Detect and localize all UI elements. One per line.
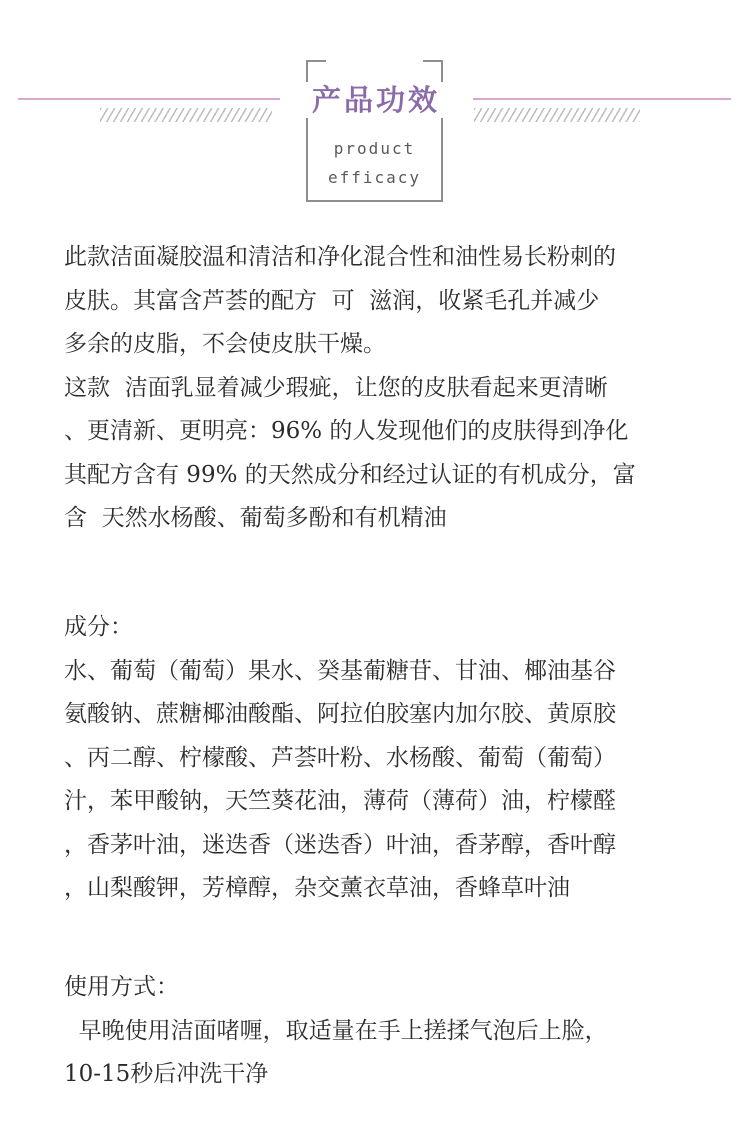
efficacy-line: 皮肤。其富含芦荟的配方 可 滋润，收紧毛孔并减少 xyxy=(64,287,600,314)
efficacy-line: 、更清新、更明亮：96% 的人发现他们的皮肤得到净化 xyxy=(64,418,629,444)
usage-line: 早晚使用洁面啫喱，取适量在手上搓揉气泡后上脸， xyxy=(64,1017,608,1044)
efficacy-line: 此款洁面凝胶温和清洁和净化混合性和油性易长粉刺的 xyxy=(64,244,616,270)
section-title-en-line2: efficacy xyxy=(327,168,422,187)
efficacy-description xyxy=(64,236,714,541)
efficacy-line: 多余的皮脂，不会使皮肤干燥。 xyxy=(64,331,386,357)
ingredients-line: 水、葡萄（葡萄）果水、癸基葡糖苷、甘油、椰油基谷 xyxy=(64,657,616,684)
efficacy-line: 这款 洁面乳显着减少瑕疵，让您的皮肤看起来更清晰 xyxy=(64,374,608,401)
ingredients-section xyxy=(64,606,724,911)
ingredients-line: 、丙二醇、柠檬酸、芦荟叶粉、水杨酸、葡萄（葡萄） xyxy=(64,744,616,771)
header-hatch-left xyxy=(100,108,272,122)
ingredients-line: ，山梨酸钾，芳樟醇，杂交薰衣草油，香蜂草叶油 xyxy=(64,875,570,901)
header-hatch-right xyxy=(474,108,640,122)
section-title-en-line1: product xyxy=(333,139,416,158)
efficacy-line: 其配方含有 99% 的天然成分和经过认证的有机成分，富 xyxy=(64,461,636,488)
ingredients-heading: 成分： xyxy=(64,614,133,640)
usage-line: 10-15秒后冲洗干净 xyxy=(64,1061,269,1087)
ingredients-line: ，香茅叶油，迷迭香（迷迭香）叶油，香茅醇，香叶醇 xyxy=(64,831,616,858)
header-frame-corner-right xyxy=(423,60,443,62)
section-title-cn: 产品功效 xyxy=(282,82,470,118)
header-frame-corner-left xyxy=(306,60,326,62)
header-divider-right xyxy=(473,98,731,100)
usage-section xyxy=(64,966,724,1097)
efficacy-line: 含 天然水杨酸、葡萄多酚和有机精油 xyxy=(64,505,447,531)
section-header xyxy=(0,0,750,220)
usage-heading: 使用方式： xyxy=(64,974,179,1000)
ingredients-line: 氨酸钠、蔗糖椰油酸酯、阿拉伯胶塞内加尔胶、黄原胶 xyxy=(64,701,616,727)
header-divider-left xyxy=(18,98,280,100)
ingredients-line: 汁，苯甲酸钠，天竺葵花油，薄荷（薄荷）油，柠檬醛 xyxy=(64,788,616,814)
